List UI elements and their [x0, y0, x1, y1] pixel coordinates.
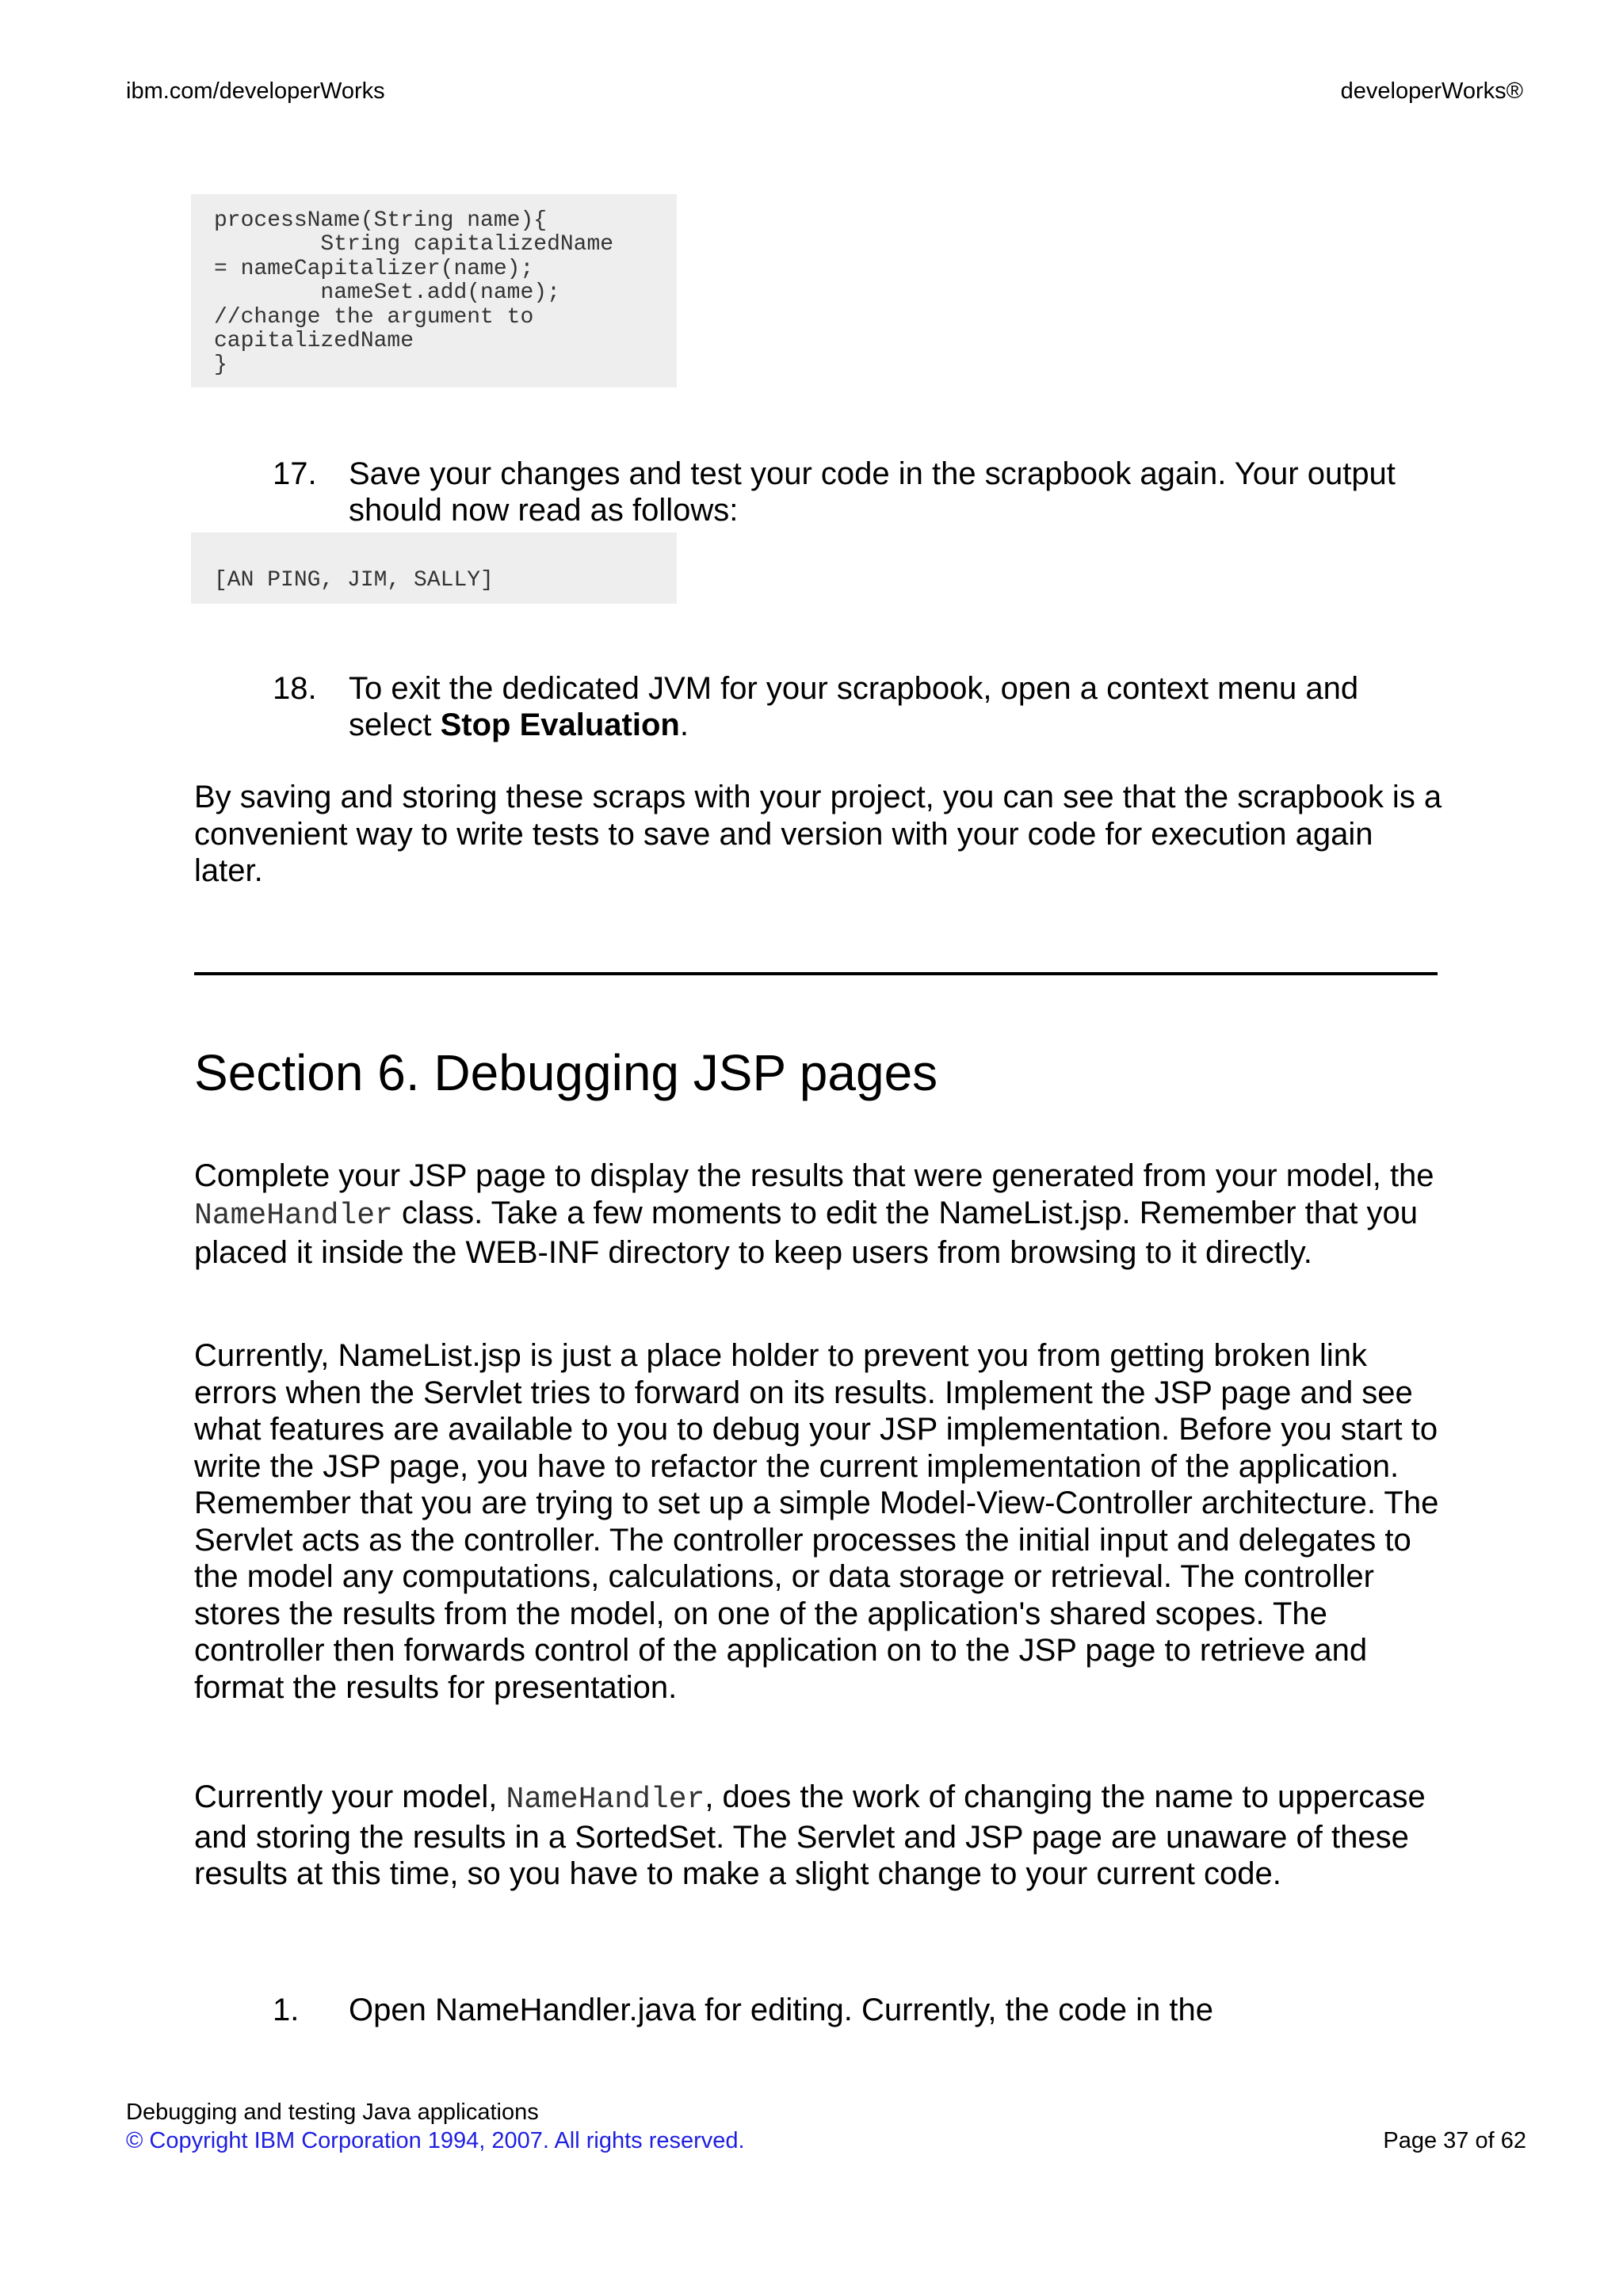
list-item-step-18: [273, 670, 1422, 743]
step-text-trail: .: [679, 707, 689, 742]
paragraph-complete-jsp: [194, 1158, 1446, 1272]
step-text: [349, 670, 1422, 743]
inline-code-namehandler: NameHandler: [506, 1783, 705, 1817]
footer-page-number: Page 37 of 62: [1383, 2128, 1526, 2153]
footer-copyright-link[interactable]: © Copyright IBM Corporation 1994, 2007. All rights reserved.: [126, 2128, 745, 2153]
code-block-processname: processName(String name){ String capitalizedName = nameCapitalizer(name); nameSet.add(name); //change the argument to capitalizedName }: [191, 194, 677, 387]
paragraph-mvc-architecture: Currently, NameList.jsp is just a place holder to prevent you from getting broken link errors when the Servlet tries to forward on its results. Implement the JSP page and see what features are available to you to debug your JSP implementation. Before you start to write the JSP page, you have to refactor the current implementation of the application. Remember that you are trying to set up a simple Model-View-Controller architecture. The Servlet acts as the controller. The controller processes the initial input and delegates to the model any computations, calculations, or data storage or retrieval. The controller stores the results from the model, on one of the application's shared scopes. The controller then forwards control of the application on to the JSP page to retrieve and format the results for presentation.: [194, 1338, 1439, 1705]
step-number: 18.: [273, 671, 317, 706]
step-text: Open NameHandler.java for editing. Currently, the code in the: [349, 1993, 1213, 2027]
step-number: 1.: [273, 1993, 300, 2027]
list-item-step-17: [273, 456, 1422, 528]
section-divider: [194, 972, 1438, 975]
paragraph-current-model: [194, 1779, 1446, 1893]
inline-code-namehandler: NameHandler: [194, 1198, 393, 1233]
footer: [126, 2098, 745, 2155]
step-text-lead: To exit the dedicated JVM for your scrapbook, open a context menu and select: [349, 671, 1359, 742]
paragraph-text: class. Take a few moments to edit the NameList.jsp. Remember that you placed it inside the WEB-INF directory to keep users from browsing to it directly.: [194, 1195, 1419, 1270]
header-site-url[interactable]: ibm.com/developerWorks: [126, 78, 385, 104]
header-brand: developerWorks®: [1340, 78, 1523, 104]
footer-doc-title: Debugging and testing Java applications: [126, 2100, 539, 2125]
paragraph-scrapbook-summary: By saving and storing these scraps with your project, you can see that the scrapbook is a convenient way to write tests to save and version with your code for execution again later.: [194, 780, 1442, 888]
step-text: Save your changes and test your code in the scrapbook again. Your output should now read as follows:: [349, 456, 1396, 528]
paragraph-text: , does the work of changing the name to uppercase and storing the results in a SortedSet. The Servlet and JSP page are unaware of these results at this time, so you have to make a slight change to your current code.: [194, 1779, 1426, 1891]
step-number: 17.: [273, 456, 317, 491]
code-block-output: [AN PING, JIM, SALLY]: [191, 532, 677, 604]
menu-command-stop-evaluation: Stop Evaluation: [440, 707, 680, 742]
section-title: Section 6. Debugging JSP pages: [194, 1044, 938, 1101]
paragraph-text: Currently your model,: [194, 1779, 506, 1814]
list-item-step-1: [273, 1992, 1422, 2028]
paragraph-text: Complete your JSP page to display the results that were generated from your model, the: [194, 1158, 1434, 1193]
